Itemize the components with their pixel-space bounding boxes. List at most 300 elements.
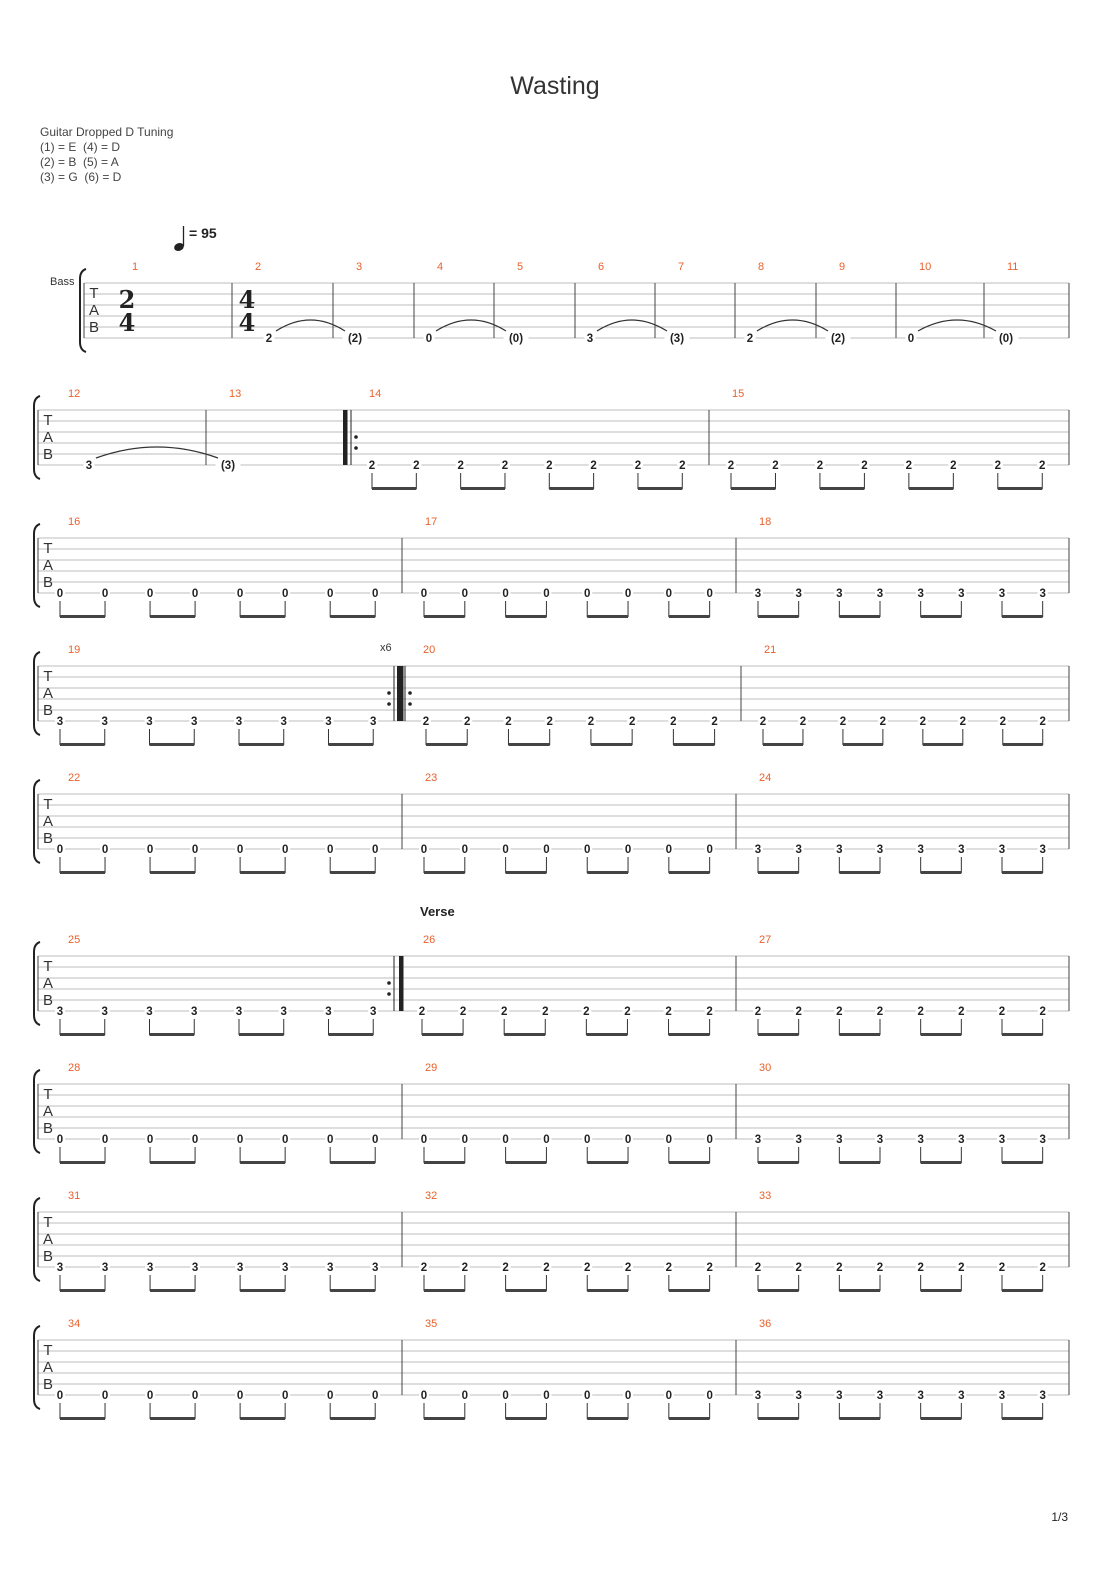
eighth-beam	[330, 1161, 375, 1164]
tab-letter-a: A	[42, 1231, 54, 1248]
tab-letter-a: A	[42, 429, 54, 446]
tempo-marking: = 95	[189, 225, 217, 241]
fret-number: 0	[624, 588, 632, 600]
fret-number: 2	[459, 1006, 467, 1018]
fret-number: 2	[795, 1006, 802, 1018]
eighth-beam	[921, 1161, 962, 1164]
fret-number: 3	[326, 1262, 334, 1274]
tie-arc	[597, 320, 667, 331]
fret-number: 0	[624, 1134, 632, 1146]
fret-number: 2	[505, 716, 512, 728]
measure-number: 8	[758, 261, 765, 273]
fret-number: 0	[461, 588, 469, 600]
repeat-count: x6	[380, 642, 392, 654]
eighth-beam	[1002, 1161, 1043, 1164]
tie-arc	[96, 447, 218, 458]
tab-letter-b: B	[42, 830, 54, 847]
fret-number: 0	[461, 844, 469, 856]
measure-number: 34	[68, 1318, 81, 1330]
fret-number: 0	[326, 588, 334, 600]
eighth-beam	[587, 1417, 628, 1420]
fret-number: 3	[836, 1390, 843, 1402]
fret-number: 2	[1039, 1262, 1046, 1274]
fret-number: 2	[876, 1262, 884, 1274]
fret-number: 0	[543, 844, 550, 856]
fret-number: 0	[584, 1390, 591, 1402]
fret-number: 0	[584, 844, 591, 856]
fret-number: 2	[958, 1006, 965, 1018]
fret-number: 2	[543, 1262, 550, 1274]
eighth-beam	[328, 743, 373, 746]
fret-number: 2	[464, 716, 471, 728]
eighth-beam	[839, 871, 880, 874]
fret-number: 3	[958, 1390, 965, 1402]
fret-number: 0	[236, 1134, 244, 1146]
eighth-beam	[843, 743, 883, 746]
eighth-beam	[240, 1161, 285, 1164]
fret-number: 0	[56, 1390, 64, 1402]
eighth-beam	[60, 1289, 105, 1292]
fret-number: 0	[326, 1390, 334, 1402]
eighth-beam	[839, 1161, 880, 1164]
fret-number: 2	[861, 460, 868, 472]
eighth-beam	[330, 1417, 375, 1420]
fret-number: 2	[422, 716, 430, 728]
eighth-beam	[240, 1289, 285, 1292]
eighth-beam	[150, 1289, 195, 1292]
fret-number: 3	[836, 844, 843, 856]
measure-number: 17	[425, 516, 438, 528]
fret-number: 2	[879, 716, 887, 728]
fret-number: 0	[420, 1390, 428, 1402]
fret-number: 3	[236, 1262, 244, 1274]
fret-number: 3	[101, 1006, 108, 1018]
eighth-beam	[60, 1161, 105, 1164]
fret-number: 2	[1039, 1006, 1046, 1018]
fret-number: 2	[799, 716, 807, 728]
fret-number: 3	[795, 588, 802, 600]
eighth-beam	[424, 871, 465, 874]
fret-number: 3	[836, 588, 843, 600]
fret-number: 0	[543, 588, 550, 600]
repeat-dot	[408, 691, 412, 695]
page-number: 1/3	[1051, 1510, 1068, 1524]
fret-number: 3	[795, 844, 802, 856]
eighth-beam	[149, 1033, 194, 1036]
fret-number: 2	[502, 1262, 509, 1274]
fret-number: 3	[836, 1134, 843, 1146]
fret-number: 3	[917, 844, 924, 856]
tab-letter-t: T	[43, 1214, 53, 1231]
system-bracket	[34, 652, 40, 735]
fret-number: 2	[501, 460, 509, 472]
fret-number: 2	[500, 1006, 508, 1018]
eighth-beam	[239, 1033, 284, 1036]
fret-number: 2	[420, 1262, 428, 1274]
eighth-beam	[909, 487, 953, 490]
measure-number: 5	[517, 261, 524, 273]
eighth-beam	[60, 615, 105, 618]
eighth-beam	[758, 1417, 799, 1420]
eighth-beam	[839, 1417, 880, 1420]
measure-number: 22	[68, 772, 81, 784]
fret-number: 0	[461, 1390, 469, 1402]
fret-number: 2	[413, 460, 420, 472]
eighth-beam	[587, 615, 628, 618]
fret-number: 3	[876, 844, 884, 856]
eighth-beam	[506, 1289, 547, 1292]
fret-number: 0	[420, 844, 428, 856]
fret-number: 2	[461, 1262, 469, 1274]
fret-number: 0	[281, 1390, 289, 1402]
fret-number: 2	[917, 1262, 924, 1274]
fret-number: 0	[706, 1134, 713, 1146]
measure-number: 21	[764, 644, 777, 656]
fret-number: 0	[281, 844, 289, 856]
eighth-beam	[60, 743, 105, 746]
fret-number: 0	[706, 588, 713, 600]
fret-number: 2	[795, 1262, 802, 1274]
fret-number: 0	[191, 1390, 199, 1402]
eighth-beam	[506, 1161, 547, 1164]
repeat-dot	[387, 702, 391, 706]
eighth-beam	[758, 1033, 799, 1036]
eighth-beam	[549, 487, 593, 490]
fret-number: 3	[280, 1006, 287, 1018]
fret-number: 2	[772, 460, 779, 472]
eighth-beam	[669, 1033, 710, 1036]
fret-number: 3	[958, 588, 965, 600]
fret-number: 2	[706, 1006, 713, 1018]
measure-number: 26	[423, 934, 436, 946]
fret-number: (0)	[998, 333, 1014, 345]
fret-number: 2	[919, 716, 927, 728]
eighth-beam	[508, 743, 549, 746]
fret-number: 3	[795, 1134, 802, 1146]
fret-number: 2	[759, 716, 767, 728]
fret-number: 2	[1039, 460, 1046, 472]
eighth-beam	[1002, 615, 1043, 618]
eighth-beam	[586, 1033, 627, 1036]
fret-number: 3	[998, 1390, 1006, 1402]
fret-number: 3	[146, 716, 153, 728]
measure-number: 29	[425, 1062, 438, 1074]
tab-letter-a: A	[88, 302, 100, 319]
fret-number: 0	[706, 844, 713, 856]
eighth-beam	[820, 487, 864, 490]
eighth-beam	[424, 1289, 465, 1292]
fret-number: 0	[101, 1390, 109, 1402]
fret-number: 0	[543, 1390, 550, 1402]
fret-number: 2	[836, 1262, 843, 1274]
fret-number: 0	[236, 588, 244, 600]
measure-number: 36	[759, 1318, 772, 1330]
fret-number: 3	[56, 716, 64, 728]
repeat-dot	[354, 446, 358, 450]
fret-number: 2	[836, 1006, 843, 1018]
tab-letter-t: T	[43, 412, 53, 429]
repeat-end-thick-bar	[399, 956, 404, 1011]
fret-number: 0	[191, 588, 199, 600]
measure-number: 19	[68, 644, 81, 656]
tab-letter-a: A	[42, 975, 54, 992]
fret-number: 0	[326, 844, 334, 856]
tuning-line: (2) = B (5) = A	[40, 155, 119, 169]
measure-number: 15	[732, 388, 745, 400]
measure-number: 18	[759, 516, 772, 528]
fret-number: 0	[420, 1134, 428, 1146]
fret-number: 2	[839, 716, 847, 728]
eighth-beam	[150, 1417, 195, 1420]
tab-letter-b: B	[42, 1120, 54, 1137]
eighth-beam	[839, 1289, 880, 1292]
fret-number: 3	[235, 1006, 243, 1018]
fret-number: 3	[1039, 1390, 1046, 1402]
fret-number: 0	[56, 844, 64, 856]
tab-letter-b: B	[42, 574, 54, 591]
fret-number: 0	[371, 1390, 379, 1402]
fret-number: 0	[281, 1134, 289, 1146]
fret-number: 2	[418, 1006, 426, 1018]
fret-number: 2	[587, 716, 595, 728]
repeat-start-thick-bar	[397, 666, 402, 721]
fret-number: 2	[546, 460, 553, 472]
measure-number: 32	[425, 1190, 438, 1202]
fret-number: 3	[754, 1134, 762, 1146]
measure-number: 23	[425, 772, 438, 784]
measure-number: 2	[255, 261, 262, 273]
measure-number: 13	[229, 388, 242, 400]
fret-number: 0	[624, 844, 632, 856]
tab-letter-b: B	[42, 992, 54, 1009]
fret-number: 2	[746, 333, 754, 345]
fret-number: 3	[754, 844, 762, 856]
fret-number: 3	[56, 1262, 64, 1274]
fret-number: 2	[1039, 716, 1046, 728]
eighth-beam	[150, 615, 195, 618]
fret-number: 2	[590, 460, 597, 472]
tab-letter-b: B	[42, 446, 54, 463]
fret-number: 3	[85, 460, 93, 472]
fret-number: 2	[665, 1262, 673, 1274]
measure-number: 35	[425, 1318, 438, 1330]
eighth-beam	[422, 1033, 463, 1036]
time-signature-numerator: 2	[118, 285, 136, 314]
system-bracket	[34, 524, 40, 607]
fret-number: 2	[542, 1006, 549, 1018]
measure-number: 4	[437, 261, 444, 273]
eighth-beam	[921, 1417, 962, 1420]
section-label: Verse	[420, 904, 455, 919]
repeat-dot	[354, 435, 358, 439]
tie-arc	[276, 320, 345, 331]
fret-number: 3	[191, 1006, 198, 1018]
eighth-beam	[921, 615, 962, 618]
fret-number: 2	[583, 1006, 590, 1018]
eighth-beam	[669, 1417, 710, 1420]
fret-number: 0	[371, 588, 379, 600]
repeat-dot	[387, 981, 391, 985]
fret-number: 3	[754, 588, 762, 600]
fret-number: 2	[706, 1262, 713, 1274]
eighth-beam	[669, 1289, 710, 1292]
eighth-beam	[330, 871, 375, 874]
eighth-beam	[426, 743, 467, 746]
tab-letter-t: T	[43, 668, 53, 685]
fret-number: 3	[998, 588, 1006, 600]
fret-number: 3	[146, 1262, 154, 1274]
fret-number: 3	[146, 1006, 153, 1018]
fret-number: 3	[191, 716, 198, 728]
fret-number: 3	[101, 1262, 109, 1274]
eighth-beam	[921, 1289, 962, 1292]
fret-number: 0	[461, 1134, 469, 1146]
fret-number: 2	[958, 1262, 965, 1274]
eighth-beam	[591, 743, 632, 746]
fret-number: 2	[917, 1006, 924, 1018]
eighth-beam	[669, 871, 710, 874]
fret-number: 2	[546, 716, 553, 728]
tab-letter-a: A	[42, 685, 54, 702]
fret-number: 0	[665, 1134, 673, 1146]
eighth-beam	[60, 1417, 105, 1420]
fret-number: 3	[998, 1134, 1006, 1146]
fret-number: 3	[371, 1262, 379, 1274]
instrument-label: Bass	[50, 276, 75, 288]
time-signature-denominator: 4	[238, 308, 256, 337]
eighth-beam	[372, 487, 416, 490]
fret-number: 0	[236, 1390, 244, 1402]
tuning-line: (1) = E (4) = D	[40, 140, 121, 154]
fret-number: 2	[754, 1006, 762, 1018]
tab-letter-a: A	[42, 813, 54, 830]
eighth-beam	[60, 871, 105, 874]
tab-letter-b: B	[88, 319, 100, 336]
tab-letter-t: T	[43, 958, 53, 975]
fret-number: 2	[754, 1262, 762, 1274]
eighth-beam	[1002, 871, 1043, 874]
eighth-beam	[506, 615, 547, 618]
fret-number: 0	[502, 588, 509, 600]
fret-number: (0)	[508, 333, 524, 345]
fret-number: 3	[917, 588, 924, 600]
fret-number: 3	[958, 1134, 965, 1146]
measure-number: 10	[919, 261, 932, 273]
fret-number: 2	[994, 460, 1001, 472]
fret-number: 3	[876, 1390, 884, 1402]
eighth-beam	[758, 615, 799, 618]
repeat-dot	[387, 691, 391, 695]
tab-letter-t: T	[43, 540, 53, 557]
measure-number: 25	[68, 934, 81, 946]
fret-number: 0	[56, 588, 64, 600]
eighth-beam	[424, 1161, 465, 1164]
fret-number: 0	[146, 588, 154, 600]
measure-number: 12	[68, 388, 81, 400]
tab-letter-t: T	[43, 796, 53, 813]
fret-number: 3	[917, 1390, 924, 1402]
fret-number: 0	[101, 588, 109, 600]
fret-number: (2)	[830, 333, 846, 345]
fret-number: 3	[1039, 844, 1046, 856]
tab-letter-b: B	[42, 702, 54, 719]
fret-number: 0	[146, 844, 154, 856]
repeat-dot	[387, 992, 391, 996]
tab-letter-a: A	[42, 557, 54, 574]
repeat-start-thick-bar	[343, 410, 348, 465]
fret-number: 2	[959, 716, 967, 728]
eighth-beam	[504, 1033, 545, 1036]
fret-number: 3	[101, 716, 108, 728]
eighth-beam	[330, 615, 375, 618]
measure-number: 20	[423, 644, 436, 656]
measure-number: 27	[759, 934, 772, 946]
measure-number: 9	[839, 261, 846, 273]
fret-number: 3	[958, 844, 965, 856]
eighth-beam	[669, 615, 710, 618]
fret-number: 3	[1039, 1134, 1046, 1146]
fret-number: 0	[420, 588, 428, 600]
eighth-beam	[424, 1417, 465, 1420]
tab-letter-t: T	[89, 285, 99, 302]
eighth-beam	[839, 1033, 880, 1036]
eighth-beam	[673, 743, 714, 746]
fret-number: 0	[146, 1134, 154, 1146]
fret-number: 2	[624, 1006, 631, 1018]
fret-number: (2)	[347, 333, 363, 345]
time-signature-numerator: 4	[238, 285, 256, 314]
fret-number: 0	[425, 333, 433, 345]
eighth-beam	[328, 1033, 373, 1036]
fret-number: 2	[711, 716, 718, 728]
system-bracket	[34, 1070, 40, 1153]
eighth-beam	[150, 1161, 195, 1164]
fret-number: 2	[628, 716, 636, 728]
fret-number: 3	[325, 716, 332, 728]
measure-number: 11	[1007, 261, 1019, 273]
eighth-beam	[587, 1289, 628, 1292]
eighth-beam	[506, 871, 547, 874]
fret-number: 3	[191, 1262, 199, 1274]
fret-number: 2	[665, 1006, 672, 1018]
system-bracket	[34, 942, 40, 1025]
eighth-beam	[587, 871, 628, 874]
fret-number: 0	[543, 1134, 550, 1146]
eighth-beam	[424, 615, 465, 618]
measure-number: 1	[132, 261, 139, 273]
fret-number: 3	[754, 1390, 762, 1402]
fret-number: 3	[325, 1006, 332, 1018]
fret-number: 3	[998, 844, 1006, 856]
eighth-beam	[461, 487, 505, 490]
measure-number: 28	[68, 1062, 81, 1074]
tab-letter-b: B	[42, 1248, 54, 1265]
fret-number: 2	[727, 460, 735, 472]
fret-number: 0	[665, 844, 673, 856]
fret-number: 0	[371, 844, 379, 856]
fret-number: 0	[502, 1134, 509, 1146]
fret-number: 3	[370, 716, 377, 728]
eighth-beam	[923, 743, 963, 746]
eighth-beam	[1002, 1417, 1043, 1420]
tab-letter-b: B	[42, 1376, 54, 1393]
fret-number: 2	[905, 460, 913, 472]
fret-number: 3	[586, 333, 594, 345]
measure-number: 30	[759, 1062, 772, 1074]
fret-number: 0	[665, 1390, 673, 1402]
eighth-beam	[240, 615, 285, 618]
eighth-beam	[921, 1033, 962, 1036]
